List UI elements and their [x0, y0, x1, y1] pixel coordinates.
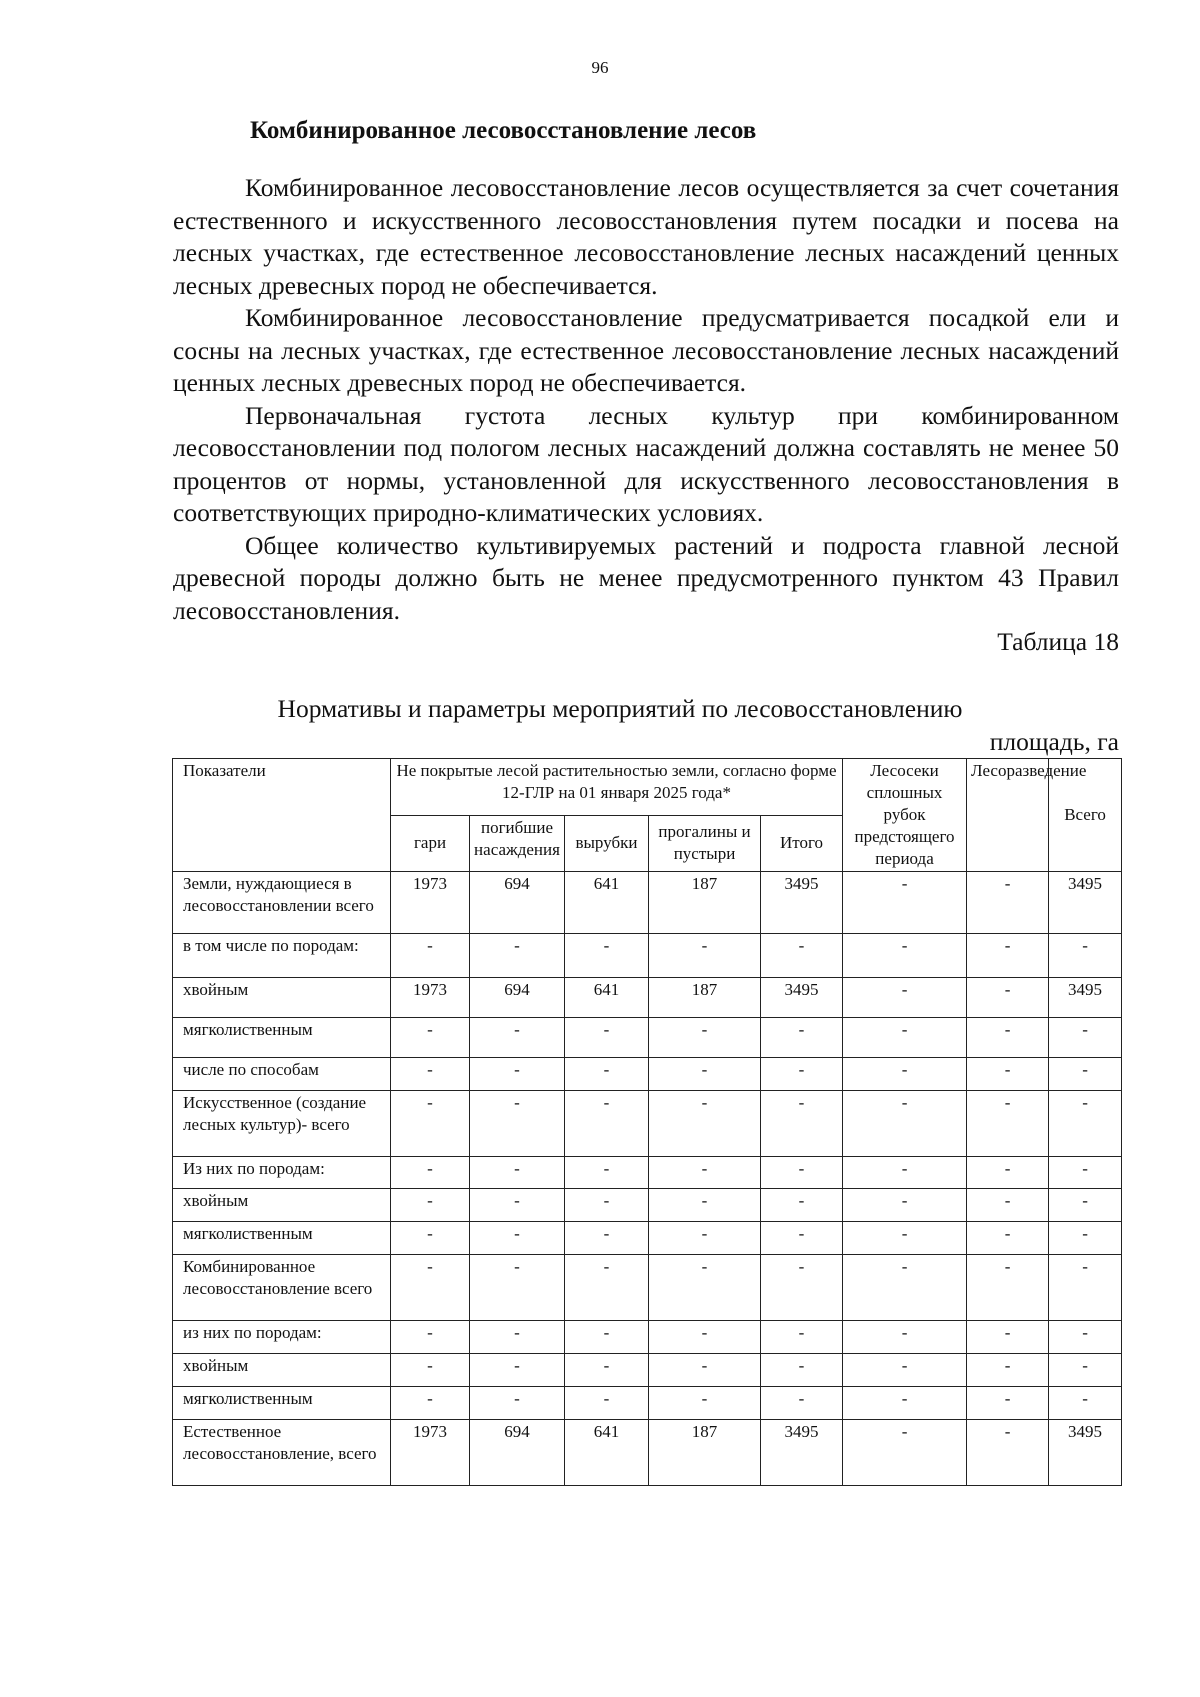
- table-cell: -: [1049, 1222, 1122, 1255]
- table-cell: 641: [565, 978, 649, 1018]
- table-cell: 1973: [391, 872, 470, 934]
- table-cell: -: [843, 872, 967, 934]
- table-cell: -: [843, 1321, 967, 1354]
- table-cell: -: [565, 1387, 649, 1420]
- forest-restoration-table: [172, 758, 1122, 1486]
- table-cell: -: [391, 1321, 470, 1354]
- table-cell: -: [761, 1255, 843, 1321]
- table-cell: -: [649, 1018, 761, 1058]
- paragraph: Комбинированное лесовосстановление лесов осуществляется за счет сочетания естественного и искусственного лесовосстановления путем посадки и посева на лесных участках, где естественное лесовосстановление лесных насаждений ценных лесных древесных пород не обеспечивается.: [173, 173, 1119, 300]
- table-cell: 3495: [761, 1420, 843, 1486]
- table-cell: -: [391, 934, 470, 978]
- table-cell: 3495: [1049, 872, 1122, 934]
- table-cell: 187: [649, 872, 761, 934]
- table-cell: -: [1049, 1091, 1122, 1157]
- table-cell: -: [1049, 1157, 1122, 1189]
- table-cell: -: [1049, 934, 1122, 978]
- table-cell: -: [967, 1387, 1049, 1420]
- row-label: числе по способам: [173, 1058, 391, 1091]
- table-cell: -: [470, 934, 565, 978]
- body-text: [173, 172, 1119, 627]
- table-cell: -: [761, 1354, 843, 1387]
- table-row: [173, 978, 1122, 1018]
- table-label: Таблица 18: [997, 627, 1119, 656]
- table-cell: -: [470, 1255, 565, 1321]
- table-cell: -: [1049, 1354, 1122, 1387]
- table-cell: -: [470, 1189, 565, 1222]
- table-cell: -: [1049, 1018, 1122, 1058]
- table-cell: -: [391, 1354, 470, 1387]
- table-cell: 3495: [1049, 1420, 1122, 1486]
- table-cell: -: [470, 1058, 565, 1091]
- table-cell: -: [649, 1222, 761, 1255]
- table-row: [173, 1157, 1122, 1189]
- table-cell: -: [967, 1157, 1049, 1189]
- table-cell: -: [565, 1058, 649, 1091]
- table-row: [173, 872, 1122, 934]
- table-cell: -: [761, 1058, 843, 1091]
- table-cell: -: [761, 1321, 843, 1354]
- table-cell: -: [391, 1157, 470, 1189]
- table-cell: -: [649, 1091, 761, 1157]
- table-cell: -: [967, 934, 1049, 978]
- table-cell: 187: [649, 1420, 761, 1486]
- table-cell: -: [470, 1157, 565, 1189]
- table-cell: -: [761, 1091, 843, 1157]
- table-cell: -: [470, 1321, 565, 1354]
- table-cell: -: [649, 1354, 761, 1387]
- table-cell: -: [761, 1157, 843, 1189]
- table-cell: -: [1049, 1255, 1122, 1321]
- table-cell: -: [565, 934, 649, 978]
- header-indicators: Показатели: [173, 759, 391, 872]
- table-row: [173, 1387, 1122, 1420]
- table-cell: -: [649, 1189, 761, 1222]
- paragraph: Общее количество культивируемых растений и подроста главной лесной древесной породы должно быть не менее предусмотренного пунктом 43 Правил лесовосстановления.: [173, 530, 1119, 625]
- table-cell: -: [843, 1189, 967, 1222]
- page-number: 96: [591, 58, 609, 77]
- table-row: [173, 1255, 1122, 1321]
- table-cell: 3495: [761, 978, 843, 1018]
- table-cell: -: [967, 1091, 1049, 1157]
- table-cell: -: [843, 1255, 967, 1321]
- header-burns: гари: [391, 815, 470, 872]
- header-uncovered-lands: Не покрытые лесой растительностью земли, согласно форме 12-ГЛР на 01 января 2025 года*: [391, 759, 843, 816]
- table-cell: -: [565, 1189, 649, 1222]
- table-cell: -: [649, 1321, 761, 1354]
- table-cell: 1973: [391, 978, 470, 1018]
- table-cell: -: [565, 1157, 649, 1189]
- table-cell: -: [649, 1387, 761, 1420]
- table-row: [173, 1420, 1122, 1486]
- table-cell: -: [843, 1018, 967, 1058]
- table-cell: -: [967, 1222, 1049, 1255]
- table-title: Нормативы и параметры мероприятий по лесовосстановлению: [277, 694, 963, 723]
- table-cell: -: [843, 1420, 967, 1486]
- row-label: в том числе по породам:: [173, 934, 391, 978]
- table-cell: -: [1049, 1058, 1122, 1091]
- row-label: хвойным: [173, 1189, 391, 1222]
- table-cell: -: [843, 1058, 967, 1091]
- row-label: мягколиственным: [173, 1222, 391, 1255]
- table-cell: -: [1049, 1189, 1122, 1222]
- header-glades: прогалины и пустыри: [649, 815, 761, 872]
- table-cell: -: [565, 1255, 649, 1321]
- table-cell: -: [391, 1091, 470, 1157]
- table-cell: -: [649, 934, 761, 978]
- table-row: [173, 1321, 1122, 1354]
- row-label: Естественное лесовосстановление, всего: [173, 1420, 391, 1486]
- table-cell: -: [391, 1189, 470, 1222]
- header-dead-stands: погибшие насаждения: [470, 815, 565, 872]
- table-cell: -: [761, 1387, 843, 1420]
- table-cell: -: [649, 1058, 761, 1091]
- table-cell: -: [843, 978, 967, 1018]
- row-label: Комбинированное лесовосстановление всего: [173, 1255, 391, 1321]
- table-cell: -: [761, 1189, 843, 1222]
- table-unit: площадь, га: [989, 727, 1119, 756]
- table-cell: -: [470, 1354, 565, 1387]
- table-cell: -: [843, 1354, 967, 1387]
- table-cell: -: [967, 1354, 1049, 1387]
- table-cell: -: [565, 1321, 649, 1354]
- table-cell: -: [967, 1321, 1049, 1354]
- row-label: Искусственное (создание лесных культур)- всего: [173, 1091, 391, 1157]
- header-afforestation: Лесоразведение: [967, 759, 1049, 872]
- table-cell: -: [391, 1058, 470, 1091]
- table-cell: -: [967, 1189, 1049, 1222]
- section-heading: Комбинированное лесовосстановление лесов: [250, 117, 757, 144]
- table-row: [173, 1222, 1122, 1255]
- table-cell: 694: [470, 978, 565, 1018]
- paragraph: Первоначальная густота лесных культур при комбинированном лесовосстановлении под пологом лесных насаждений должна составлять не менее 50 процентов от нормы, установленной для искусственного лесовосстановления в соответствующих природно-климатических условиях.: [173, 400, 1119, 527]
- table-cell: 694: [470, 1420, 565, 1486]
- table-row: [173, 934, 1122, 978]
- table-row: [173, 1018, 1122, 1058]
- table-cell: -: [843, 1387, 967, 1420]
- row-label: хвойным: [173, 1354, 391, 1387]
- table-cell: -: [761, 934, 843, 978]
- table-cell: -: [649, 1157, 761, 1189]
- row-label: мягколиственным: [173, 1387, 391, 1420]
- table-cell: -: [1049, 1387, 1122, 1420]
- table-cell: 3495: [761, 872, 843, 934]
- table-cell: -: [470, 1387, 565, 1420]
- table-cell: 3495: [1049, 978, 1122, 1018]
- table-cell: -: [391, 1222, 470, 1255]
- header-cuttings: вырубки: [565, 815, 649, 872]
- table-cell: -: [470, 1222, 565, 1255]
- row-label: мягколиственным: [173, 1018, 391, 1058]
- table-cell: -: [391, 1387, 470, 1420]
- table-cell: -: [967, 1255, 1049, 1321]
- table-cell: -: [843, 1091, 967, 1157]
- table-row: [173, 1354, 1122, 1387]
- table-cell: -: [391, 1018, 470, 1058]
- table-row: [173, 1058, 1122, 1091]
- header-total: Всего: [1049, 759, 1122, 872]
- table-cell: -: [967, 978, 1049, 1018]
- table-cell: -: [565, 1018, 649, 1058]
- table-cell: -: [967, 1018, 1049, 1058]
- table-cell: 694: [470, 872, 565, 934]
- table-row: [173, 1091, 1122, 1157]
- table-cell: -: [1049, 1321, 1122, 1354]
- header-clearcuts: Лесосеки сплошных рубок предстоящего периода: [843, 759, 967, 872]
- table-cell: -: [565, 1354, 649, 1387]
- table-cell: -: [967, 1058, 1049, 1091]
- table-cell: -: [470, 1091, 565, 1157]
- table-cell: 641: [565, 1420, 649, 1486]
- table-cell: -: [391, 1255, 470, 1321]
- table-cell: 1973: [391, 1420, 470, 1486]
- paragraph: Комбинированное лесовосстановление предусматривается посадкой ели и сосны на лесных участках, где естественное лесовосстановление лесных насаждений ценных лесных древесных пород не обеспечивается.: [173, 303, 1119, 397]
- table-cell: -: [565, 1091, 649, 1157]
- table-cell: -: [843, 934, 967, 978]
- row-label: хвойным: [173, 978, 391, 1018]
- table-cell: 641: [565, 872, 649, 934]
- table-cell: -: [843, 1157, 967, 1189]
- table-cell: -: [967, 1420, 1049, 1486]
- header-subtotal: Итого: [761, 815, 843, 872]
- table-cell: -: [761, 1222, 843, 1255]
- table-cell: -: [967, 872, 1049, 934]
- table-cell: -: [565, 1222, 649, 1255]
- table-cell: 187: [649, 978, 761, 1018]
- table-cell: -: [761, 1018, 843, 1058]
- table-cell: -: [649, 1255, 761, 1321]
- row-label: Из них по породам:: [173, 1157, 391, 1189]
- row-label: из них по породам:: [173, 1321, 391, 1354]
- row-label: Земли, нуждающиеся в лесовосстановлении всего: [173, 872, 391, 934]
- table-row: [173, 1189, 1122, 1222]
- table-cell: -: [843, 1222, 967, 1255]
- table-cell: -: [470, 1018, 565, 1058]
